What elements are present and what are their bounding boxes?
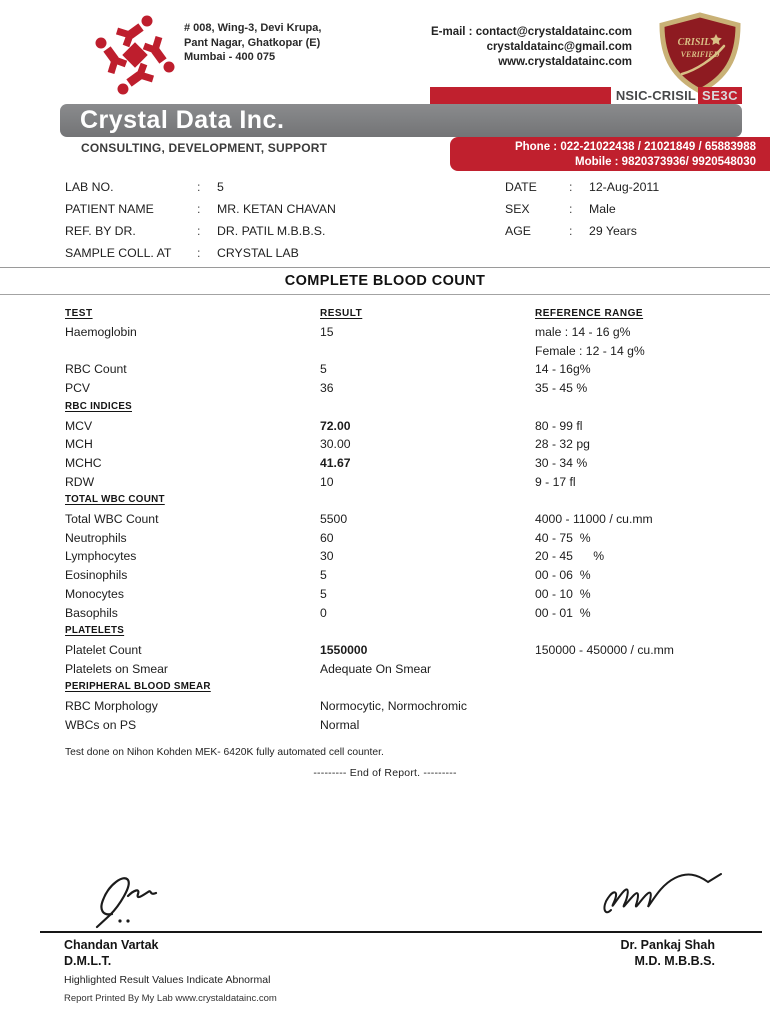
result-value: 36 (320, 381, 334, 396)
table-row (65, 510, 715, 529)
patient-field (65, 198, 415, 220)
results-table (0, 295, 770, 734)
reference-range (535, 566, 715, 585)
signature-chandan (88, 870, 203, 935)
result-value: 10 (320, 474, 334, 489)
table-row (65, 585, 715, 604)
company-logo-icon (84, 10, 186, 105)
reference-range (535, 473, 715, 492)
result-value: 0 (320, 605, 327, 620)
signer-name: Dr. Pankaj Shah (620, 938, 715, 952)
table-row (65, 566, 715, 585)
signer-right-block (621, 938, 715, 968)
section-header: TOTAL WBC COUNT (65, 494, 165, 506)
report-content (0, 267, 770, 779)
column-header-test: TEST (65, 308, 93, 319)
field-separator: : (197, 202, 201, 216)
signature-pankaj (595, 866, 730, 933)
test-name: RBC Morphology (65, 699, 158, 714)
reference-line: 00 - 06 % (535, 568, 591, 583)
test-name: WBCs on PS (65, 717, 137, 732)
reference-line: 30 - 34 % (535, 455, 588, 470)
cert-label: NSIC-CRISIL (615, 88, 697, 103)
end-of-report: --------- End of Report. --------- (313, 767, 457, 780)
field-separator: : (569, 202, 573, 216)
result-value: 5500 (320, 512, 348, 527)
email-line: crystaldatainc@gmail.com (486, 41, 632, 53)
table-row (65, 529, 715, 548)
section-header: RBC INDICES (65, 400, 132, 412)
red-bar (430, 87, 611, 104)
field-separator: : (197, 180, 201, 194)
patient-info-left (65, 176, 415, 264)
reference-range (535, 547, 715, 566)
table-row (65, 454, 715, 473)
result-value: 30.00 (320, 437, 351, 452)
field-separator: : (197, 224, 201, 238)
reference-range (535, 529, 715, 548)
table-header-row (65, 304, 715, 323)
reference-line: 9 - 17 fl (535, 474, 576, 489)
reference-range (535, 435, 715, 454)
crisil-verified-shield-icon (654, 12, 746, 99)
reference-range (535, 510, 715, 529)
result-value: 5 (320, 568, 327, 583)
reference-line: 00 - 01 % (535, 605, 591, 620)
reference-line: 20 - 45 % (535, 549, 605, 564)
reference-line: 28 - 32 pg (535, 437, 590, 452)
test-name: PCV (65, 381, 91, 396)
printed-by-note: Report Printed By My Lab www.crystaldatainc.com (64, 993, 277, 1004)
test-name: Eosinophils (65, 568, 128, 583)
field-value: CRYSTAL LAB (217, 246, 299, 260)
reference-line: 00 - 10 % (535, 586, 591, 601)
phone-band (450, 137, 770, 171)
column-header-result: RESULT (320, 308, 363, 319)
table-row (65, 604, 715, 623)
test-name: RDW (65, 474, 95, 489)
reference-line: 80 - 99 fl (535, 418, 583, 433)
field-label: DATE (505, 180, 537, 194)
table-row (65, 697, 715, 716)
address-line: # 008, Wing-3, Devi Krupa, (184, 22, 322, 34)
field-label: SAMPLE COLL. AT (65, 246, 172, 260)
contact-emails (431, 25, 632, 70)
table-row (65, 435, 715, 454)
result-value: 30 (320, 549, 334, 564)
reference-range (535, 716, 715, 735)
signature-divider (40, 931, 762, 933)
patient-field (65, 220, 415, 242)
result-value: 72.00 (320, 418, 351, 433)
result-value: Normocytic, Normochromic (320, 699, 467, 714)
result-value: 15 (320, 325, 334, 339)
test-name: MCV (65, 418, 93, 433)
website-line: www.crystaldatainc.com (498, 56, 632, 68)
field-label: LAB NO. (65, 180, 114, 194)
field-value: MR. KETAN CHAVAN (217, 202, 336, 216)
table-row (65, 360, 715, 379)
test-name: Basophils (65, 605, 118, 620)
test-name: Lymphocytes (65, 549, 137, 564)
test-name: Platelet Count (65, 642, 142, 657)
result-value: 60 (320, 530, 334, 545)
table-row (65, 417, 715, 436)
cert-code-badge: SE3C (698, 87, 742, 104)
email-line: E-mail : contact@crystaldatainc.com (430, 26, 632, 38)
section-header: PERIPHERAL BLOOD SMEAR (65, 681, 211, 693)
column-header-reference: REFERENCE RANGE (535, 308, 644, 319)
table-row (65, 379, 715, 398)
table-row (65, 473, 715, 492)
reference-range (535, 697, 715, 716)
reference-range (535, 454, 715, 473)
reference-range (535, 379, 715, 398)
table-row (65, 641, 715, 660)
reference-range (535, 360, 715, 379)
field-separator: : (197, 246, 201, 260)
reference-range (535, 323, 715, 360)
test-name: RBC Count (65, 362, 127, 377)
reference-line: 4000 - 11000 / cu.mm (535, 512, 653, 527)
reference-range (535, 641, 715, 660)
reference-line: male : 14 - 16 g% (535, 325, 631, 339)
field-label: PATIENT NAME (65, 202, 154, 216)
table-row (65, 547, 715, 566)
signer-left-block (64, 938, 277, 1004)
company-name: Crystal Data Inc. (80, 106, 285, 134)
table-row (65, 716, 715, 735)
field-separator: : (569, 180, 573, 194)
field-label: AGE (505, 224, 531, 238)
reference-range (535, 417, 715, 436)
test-name: Monocytes (65, 586, 124, 601)
analyzer-note: Test done on Nihon Kohden MEK- 6420K fully automated cell counter. (65, 747, 384, 759)
field-value: DR. PATIL M.B.B.S. (217, 224, 326, 238)
signer-qualification: M.D. M.B.B.S. (634, 954, 715, 968)
table-row (65, 660, 715, 679)
field-label: SEX (505, 202, 530, 216)
test-name: Neutrophils (65, 530, 127, 545)
reference-range (535, 660, 715, 679)
test-name: Total WBC Count (65, 512, 159, 527)
reference-line: 35 - 45 % (535, 381, 588, 396)
field-value: 5 (217, 180, 224, 194)
patient-field (505, 198, 745, 220)
patient-info-right (505, 176, 745, 242)
reference-line: Female : 12 - 14 g% (535, 343, 645, 358)
table-row (65, 323, 715, 360)
field-value: 12-Aug-2011 (589, 180, 660, 194)
patient-field (505, 220, 745, 242)
address-line: Pant Nagar, Ghatkopar (E) (184, 36, 321, 49)
abnormal-note: Highlighted Result Values Indicate Abnormal (64, 974, 271, 986)
field-value: 29 Years (589, 224, 637, 238)
certification-strip (430, 87, 742, 104)
signer-qualification: D.M.L.T. (64, 954, 112, 968)
section-header: PLATELETS (65, 625, 125, 637)
mobile-line: Mobile : 9820373936/ 9920548030 (575, 156, 756, 168)
test-name: MCH (65, 437, 93, 452)
result-value: 5 (320, 586, 327, 601)
address-line: Mumbai - 400 075 (184, 51, 276, 63)
patient-field (65, 176, 415, 198)
test-name: MCHC (65, 455, 102, 470)
svg-text:VERIFIED: VERIFIED (680, 50, 720, 59)
svg-text:CRISIL: CRISIL (677, 37, 711, 48)
phone-line: Phone : 022-21022438 / 21021849 / 65883988 (514, 141, 756, 153)
field-separator: : (569, 224, 573, 238)
reference-line: 14 - 16g% (535, 362, 591, 377)
result-value: 1550000 (320, 642, 368, 657)
reference-line: 40 - 75 % (535, 530, 591, 545)
company-tagline: CONSULTING, DEVELOPMENT, SUPPORT (81, 141, 328, 155)
reference-range (535, 585, 715, 604)
test-name: Platelets on Smear (65, 661, 168, 676)
company-address (184, 21, 321, 65)
signer-name: Chandan Vartak (64, 938, 159, 952)
field-value: Male (589, 202, 616, 216)
report-table-body (65, 323, 715, 734)
result-value: 5 (320, 362, 327, 377)
patient-field (65, 242, 415, 264)
reference-line: 150000 - 450000 / cu.mm (535, 642, 674, 657)
company-name-band (60, 104, 742, 137)
patient-field (505, 176, 745, 198)
test-name: Haemoglobin (65, 325, 137, 339)
report-title: COMPLETE BLOOD COUNT (284, 273, 486, 289)
reference-range (535, 604, 715, 623)
result-value: Normal (320, 717, 360, 732)
result-value: Adequate On Smear (320, 661, 432, 676)
field-label: REF. BY DR. (65, 224, 136, 238)
result-value: 41.67 (320, 455, 351, 470)
